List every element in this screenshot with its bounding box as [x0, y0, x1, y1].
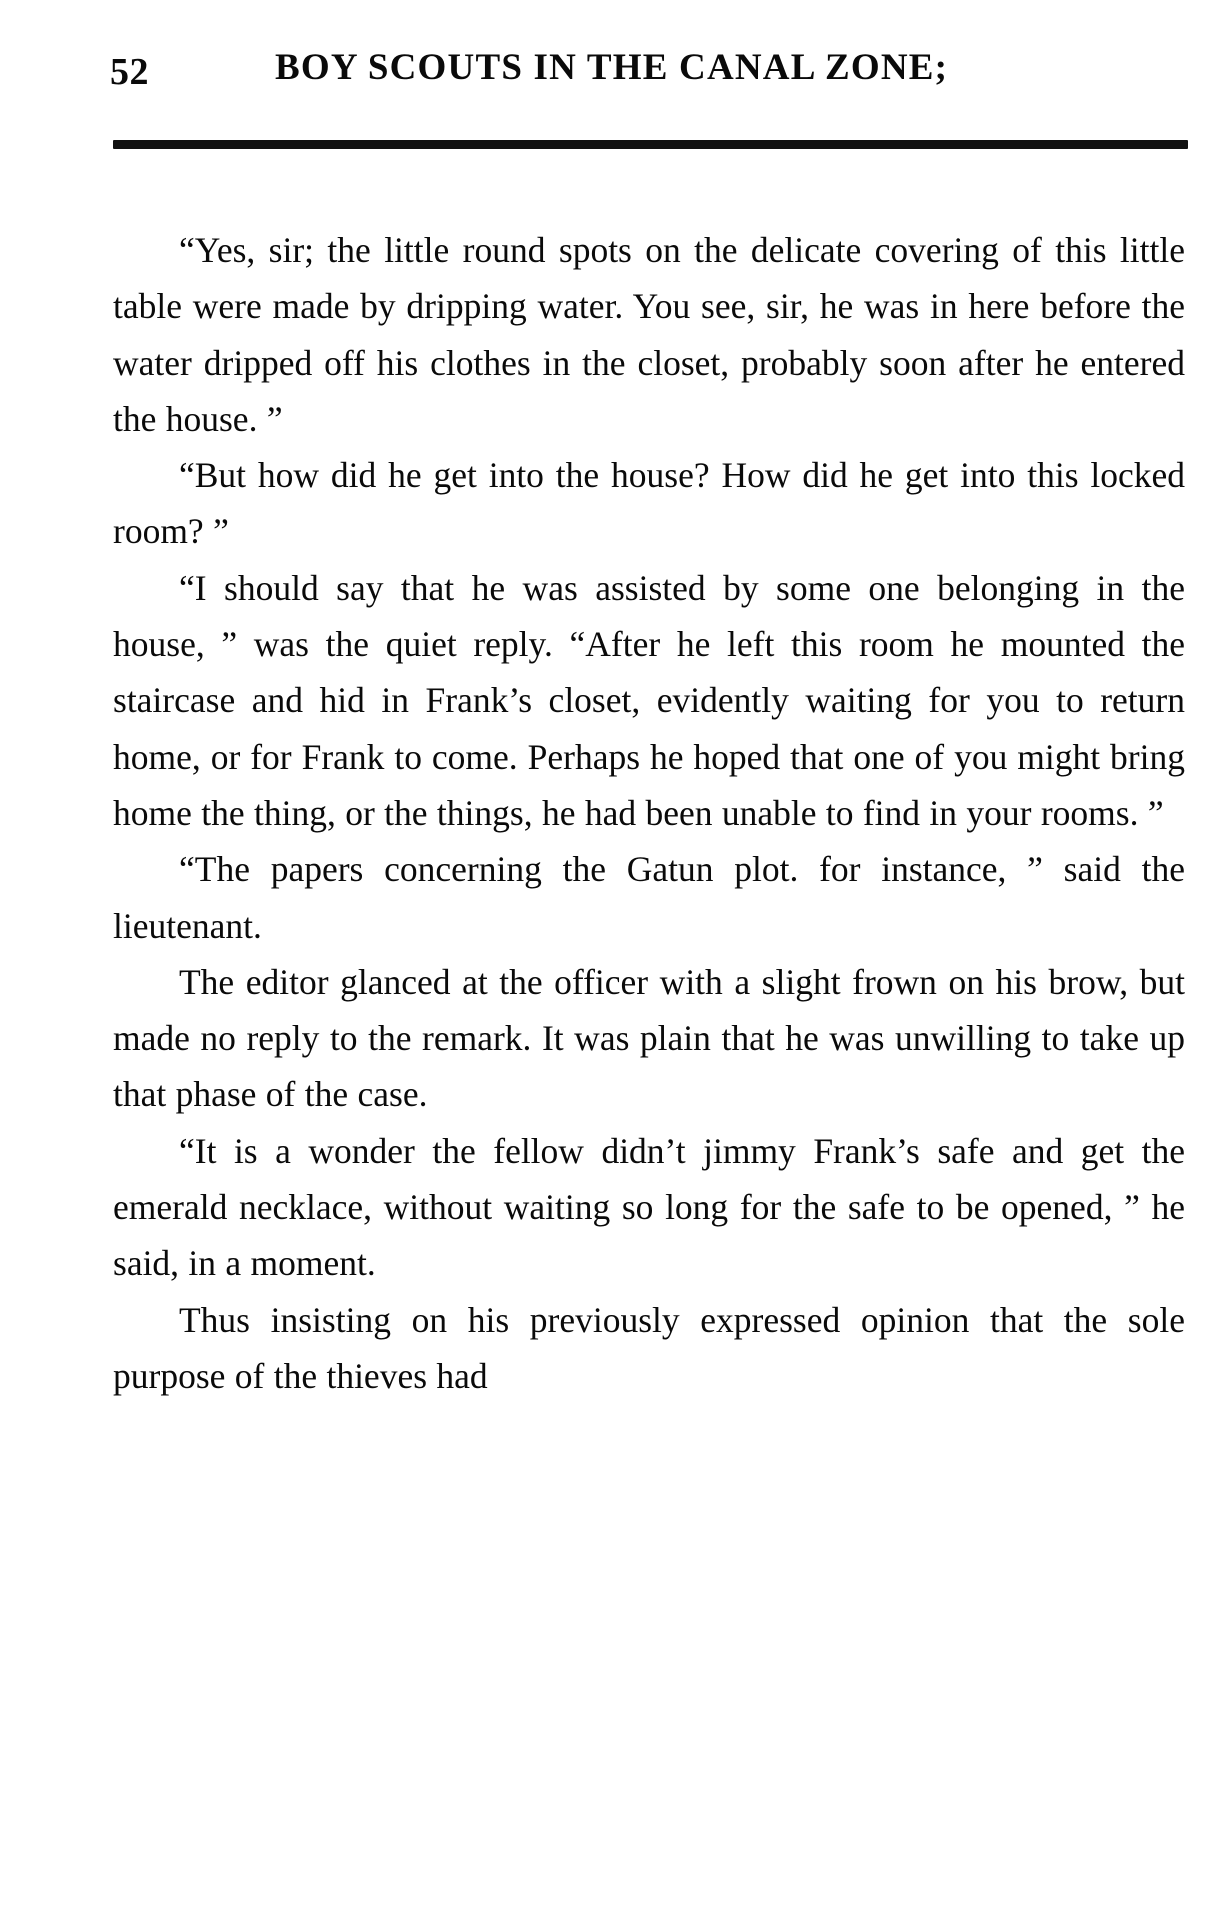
paragraph: “It is a wonder the fellow didn’t jimmy Frank’s safe and get the emerald necklace, without waiting so long for the safe to be opened, ” he said, in a moment.	[113, 1130, 1185, 1284]
page-body	[113, 222, 1185, 1404]
paragraph: “But how did he get into the house? How did he get into this locked room? ”	[113, 455, 1185, 552]
paragraph: “The papers concerning the Gatun plot. for instance, ” said the lieutenant.	[113, 849, 1185, 946]
paragraph: Thus insisting on his previously expressed opinion that the sole purpose of the thieves had	[113, 1299, 1185, 1396]
running-title: BOY SCOUTS IN THE CANAL ZONE;	[275, 47, 949, 88]
paragraph: “I should say that he was assisted by some one belonging in the house, ” was the quiet reply. “After he left this room he mounted the staircase and hid in Frank’s closet, evidently waiting for you to return home, or for Frank to come. Perhaps he hoped that one of you might bring home the thing, or the things, he had been unable to find in your rooms. ”	[113, 567, 1185, 833]
paragraph: “Yes, sir; the little round spots on the delicate covering of this little table were made by dripping water. You see, sir, he was in here before the water dripped off his clothes in the closet, probably soon after he entered the house. ”	[113, 230, 1185, 439]
page-number: 52	[110, 51, 149, 93]
header-rule	[113, 140, 1188, 149]
paragraph: The editor glanced at the officer with a slight frown on his brow, but made no reply to the remark. It was plain that he was unwilling to take up that phase of the case.	[113, 961, 1185, 1115]
page-header	[110, 42, 1127, 102]
